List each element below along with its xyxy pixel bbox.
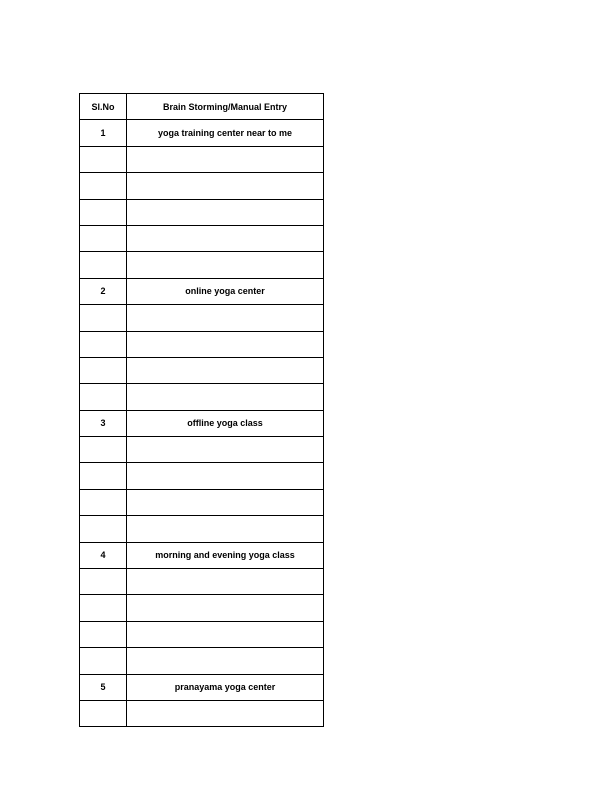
cell-slno (80, 384, 127, 410)
cell-slno (80, 516, 127, 542)
cell-slno (80, 331, 127, 357)
table-row (80, 648, 324, 674)
cell-slno (80, 173, 127, 199)
table-row (80, 542, 324, 568)
cell-slno (80, 305, 127, 331)
cell-slno (80, 648, 127, 674)
table-row (80, 146, 324, 172)
cell-slno: 3 (80, 410, 127, 436)
cell-slno: 2 (80, 278, 127, 304)
table-row (80, 595, 324, 621)
table-row (80, 384, 324, 410)
table-row (80, 331, 324, 357)
cell-slno (80, 595, 127, 621)
cell-entry (127, 199, 324, 225)
cell-entry (127, 357, 324, 383)
cell-entry (127, 489, 324, 515)
header-slno: Sl.No (80, 94, 127, 120)
cell-entry (127, 700, 324, 726)
cell-entry: morning and evening yoga class (127, 542, 324, 568)
table-row (80, 173, 324, 199)
cell-entry: online yoga center (127, 278, 324, 304)
table-row (80, 305, 324, 331)
cell-slno: 4 (80, 542, 127, 568)
table-row (80, 278, 324, 304)
cell-slno (80, 489, 127, 515)
cell-entry (127, 516, 324, 542)
table-row (80, 489, 324, 515)
cell-entry (127, 173, 324, 199)
table-row (80, 120, 324, 146)
table-row (80, 463, 324, 489)
cell-entry (127, 225, 324, 251)
table-row (80, 225, 324, 251)
cell-slno (80, 357, 127, 383)
cell-slno: 5 (80, 674, 127, 700)
table-row (80, 357, 324, 383)
table-row (80, 569, 324, 595)
cell-entry (127, 146, 324, 172)
cell-slno (80, 621, 127, 647)
cell-slno (80, 437, 127, 463)
table-row (80, 674, 324, 700)
cell-entry (127, 252, 324, 278)
table-row (80, 410, 324, 436)
table-row (80, 516, 324, 542)
cell-entry: offline yoga class (127, 410, 324, 436)
keyword-table (79, 93, 324, 727)
cell-slno: 1 (80, 120, 127, 146)
cell-slno (80, 252, 127, 278)
cell-entry (127, 305, 324, 331)
cell-slno (80, 199, 127, 225)
table-row (80, 199, 324, 225)
cell-entry (127, 437, 324, 463)
cell-entry (127, 463, 324, 489)
table-row (80, 252, 324, 278)
cell-slno (80, 569, 127, 595)
cell-slno (80, 463, 127, 489)
cell-slno (80, 146, 127, 172)
cell-entry (127, 569, 324, 595)
cell-slno (80, 700, 127, 726)
table-row (80, 700, 324, 726)
cell-entry (127, 648, 324, 674)
table-row (80, 621, 324, 647)
cell-entry (127, 384, 324, 410)
table-row (80, 437, 324, 463)
cell-entry (127, 621, 324, 647)
cell-slno (80, 225, 127, 251)
header-row (80, 94, 324, 120)
cell-entry (127, 595, 324, 621)
cell-entry: pranayama yoga center (127, 674, 324, 700)
cell-entry: yoga training center near to me (127, 120, 324, 146)
header-entry: Brain Storming/Manual Entry (127, 94, 324, 120)
cell-entry (127, 331, 324, 357)
